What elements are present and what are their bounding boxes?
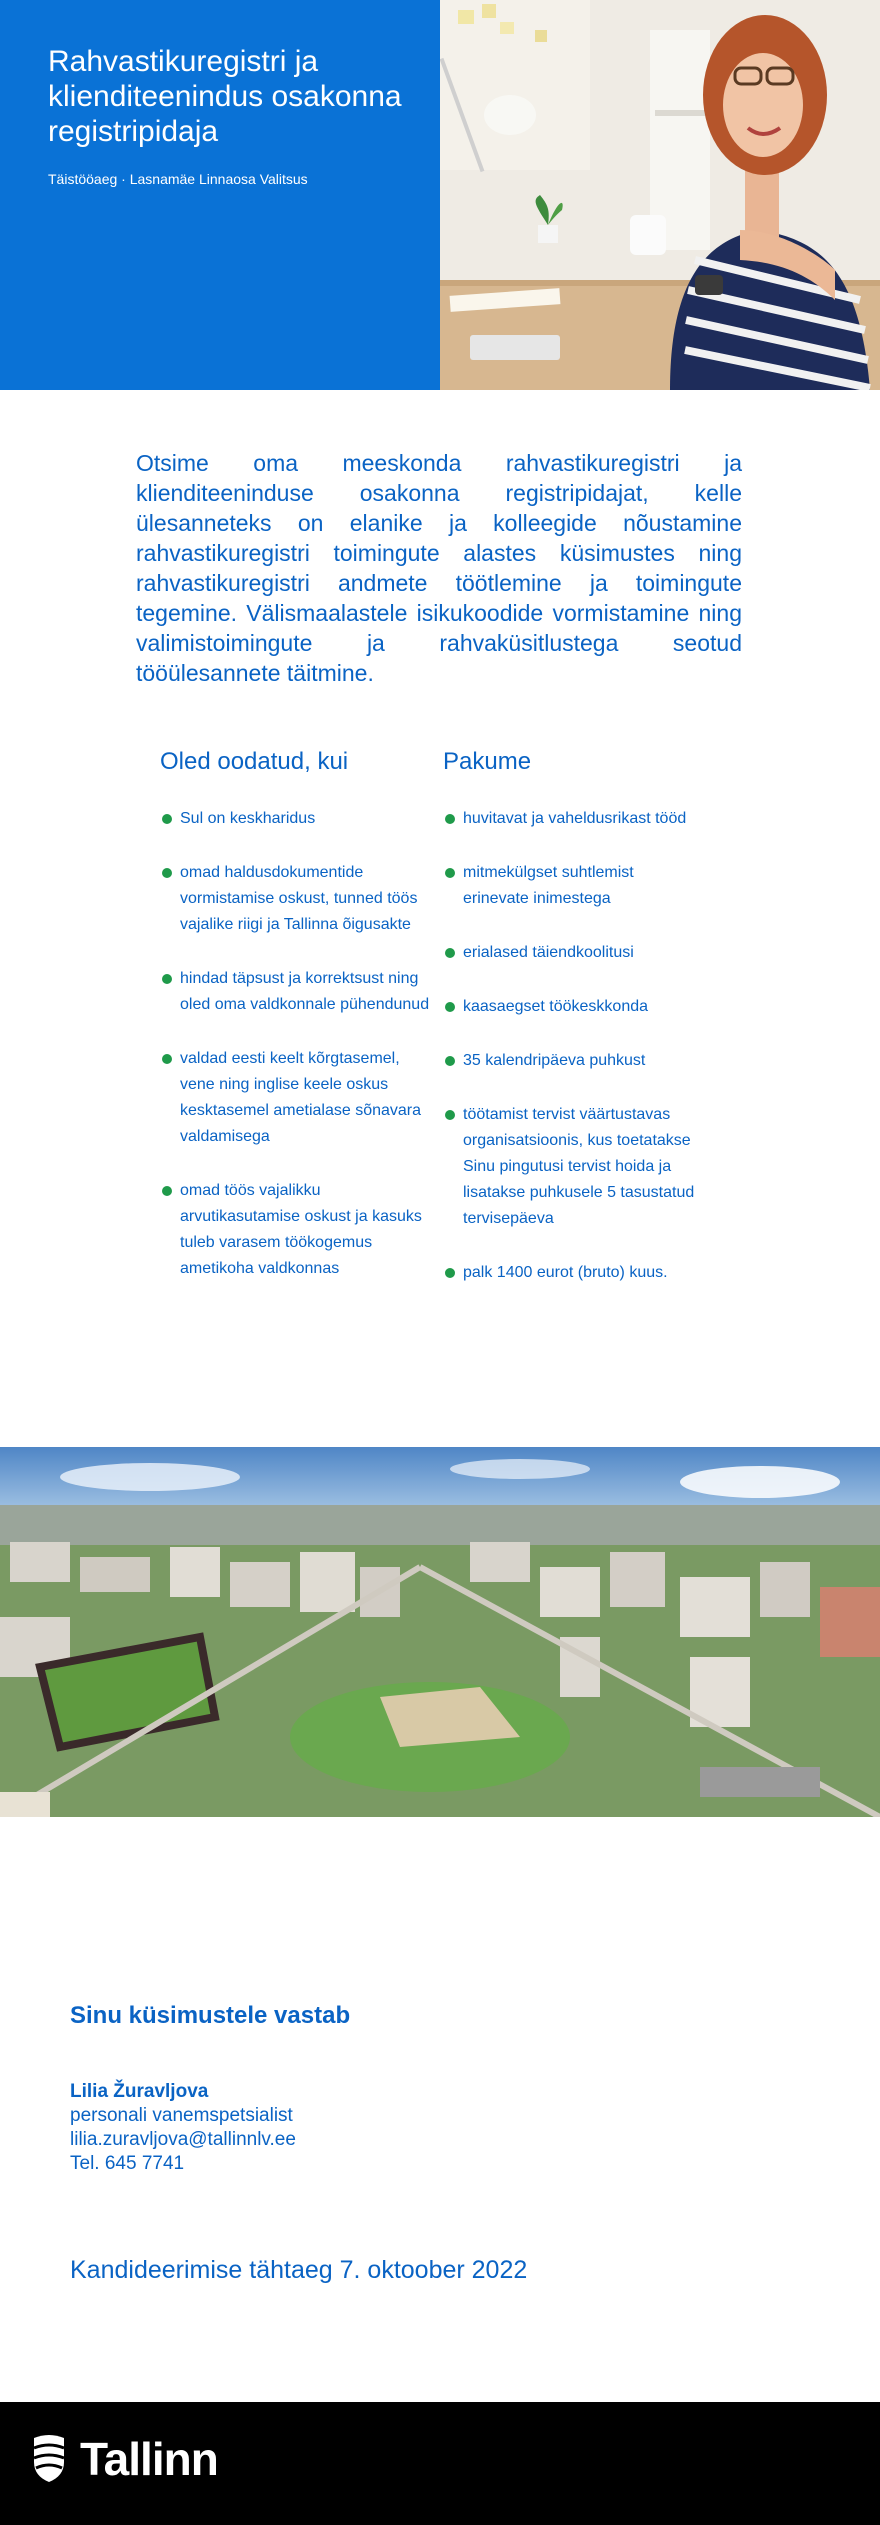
hero-photo [440,0,880,390]
bullet-dot-icon [162,974,172,984]
requirement-item: omad töös vajalikku arvutikasutamise oskust ja kasuks tuleb varasem töökogemus ametikoha valdkonnas [160,1178,430,1282]
requirements-list [160,806,430,1282]
requirement-item: valdad eesti keelt kõrgtasemel, vene ning inglise keele oskus kesktasemel ametialase sõnavara valdamisega [160,1046,430,1150]
contact-card [70,2080,296,2176]
hero-panel [0,0,440,390]
requirements-heading: Oled oodatud, kui [160,748,349,775]
requirements-section [160,748,430,1310]
job-subtitle: Täistööaeg · Lasnamäe Linnaosa Valitsus [48,171,308,187]
bullet-dot-icon [445,1002,455,1012]
footer [0,2402,880,2525]
bullet-dot-icon [445,1268,455,1278]
bullet-dot-icon [445,948,455,958]
bullet-dot-icon [162,1054,172,1064]
lasnamae-aerial-photo [0,1447,880,1817]
woman-at-desk-photo [440,0,880,390]
requirement-item: hindad täpsust ja korrektsust ning oled oma valdkonnale pühendunud [160,966,430,1018]
requirement-item: Sul on keskharidus [160,806,430,832]
bullet-dot-icon [445,814,455,824]
offer-item: erialased täiendkoolitusi [443,940,695,966]
offer-heading: Pakume [443,748,532,775]
bullet-dot-icon [162,868,172,878]
contact-name: Lilia Žuravljova [70,2081,209,2102]
bullet-dot-icon [445,1056,455,1066]
contact-phone: Tel. 645 7741 [70,2153,185,2174]
bullet-dot-icon [445,868,455,878]
offer-item: kaasaegset töökeskkonda [443,994,695,1020]
offer-item: mitmekülgset suhtlemist erinevate inimestega [443,860,695,912]
offer-item: huvitavat ja vaheldusrikast tööd [443,806,695,832]
hero-banner [0,0,880,390]
logo-wordmark: Tallinn [80,2433,218,2485]
application-deadline: Kandideerimise tähtaeg 7. oktoober 2022 [70,2256,528,2284]
bullet-dot-icon [162,1186,172,1196]
contact-heading: Sinu küsimustele vastab [70,2002,351,2029]
tallinn-crest-icon [32,2434,66,2484]
city-aerial-photo [0,1447,880,1817]
contact-role: personali vanemspetsialist [70,2105,293,2126]
bullet-dot-icon [445,1110,455,1120]
offer-item: palk 1400 eurot (bruto) kuus. [443,1260,695,1286]
job-title: Rahvastikuregistri ja klienditeenindus osakonna registripidaja [48,45,402,148]
offer-item: 35 kalendripäeva puhkust [443,1048,695,1074]
offer-item: töötamist tervist väärtustavas organisatsioonis, kus toetatakse Sinu pingutusi tervist hoida ja lisatakse puhkusele 5 tasustatud tervisepäeva [443,1102,695,1232]
contact-email-link[interactable]: lilia.zuravljova@tallinnlv.ee [70,2129,296,2150]
offer-section [443,748,695,1314]
intro-paragraph: Otsime oma meeskonda rahvastikuregistri ja klienditeeninduse osakonna registripidajat, kelle ülesanneteks on elanike ja kolleegide nõustamine rahvastikuregistri toimingute alastes küsimustes ning rahvastikuregistri andmete töötlemine ja toimingute tegemine. Välismaalastele isikukoodide vormistamine ning valimistoimingute ja rahvaküsitlustega seotud tööülesannete täitmine. [136,450,742,686]
tallinn-logo[interactable] [32,2432,218,2486]
offer-list [443,806,695,1286]
requirement-item: omad haldusdokumentide vormistamise oskust, tunned töös vajalike riigi ja Tallinna õigusakte [160,860,430,938]
bullet-dot-icon [162,814,172,824]
